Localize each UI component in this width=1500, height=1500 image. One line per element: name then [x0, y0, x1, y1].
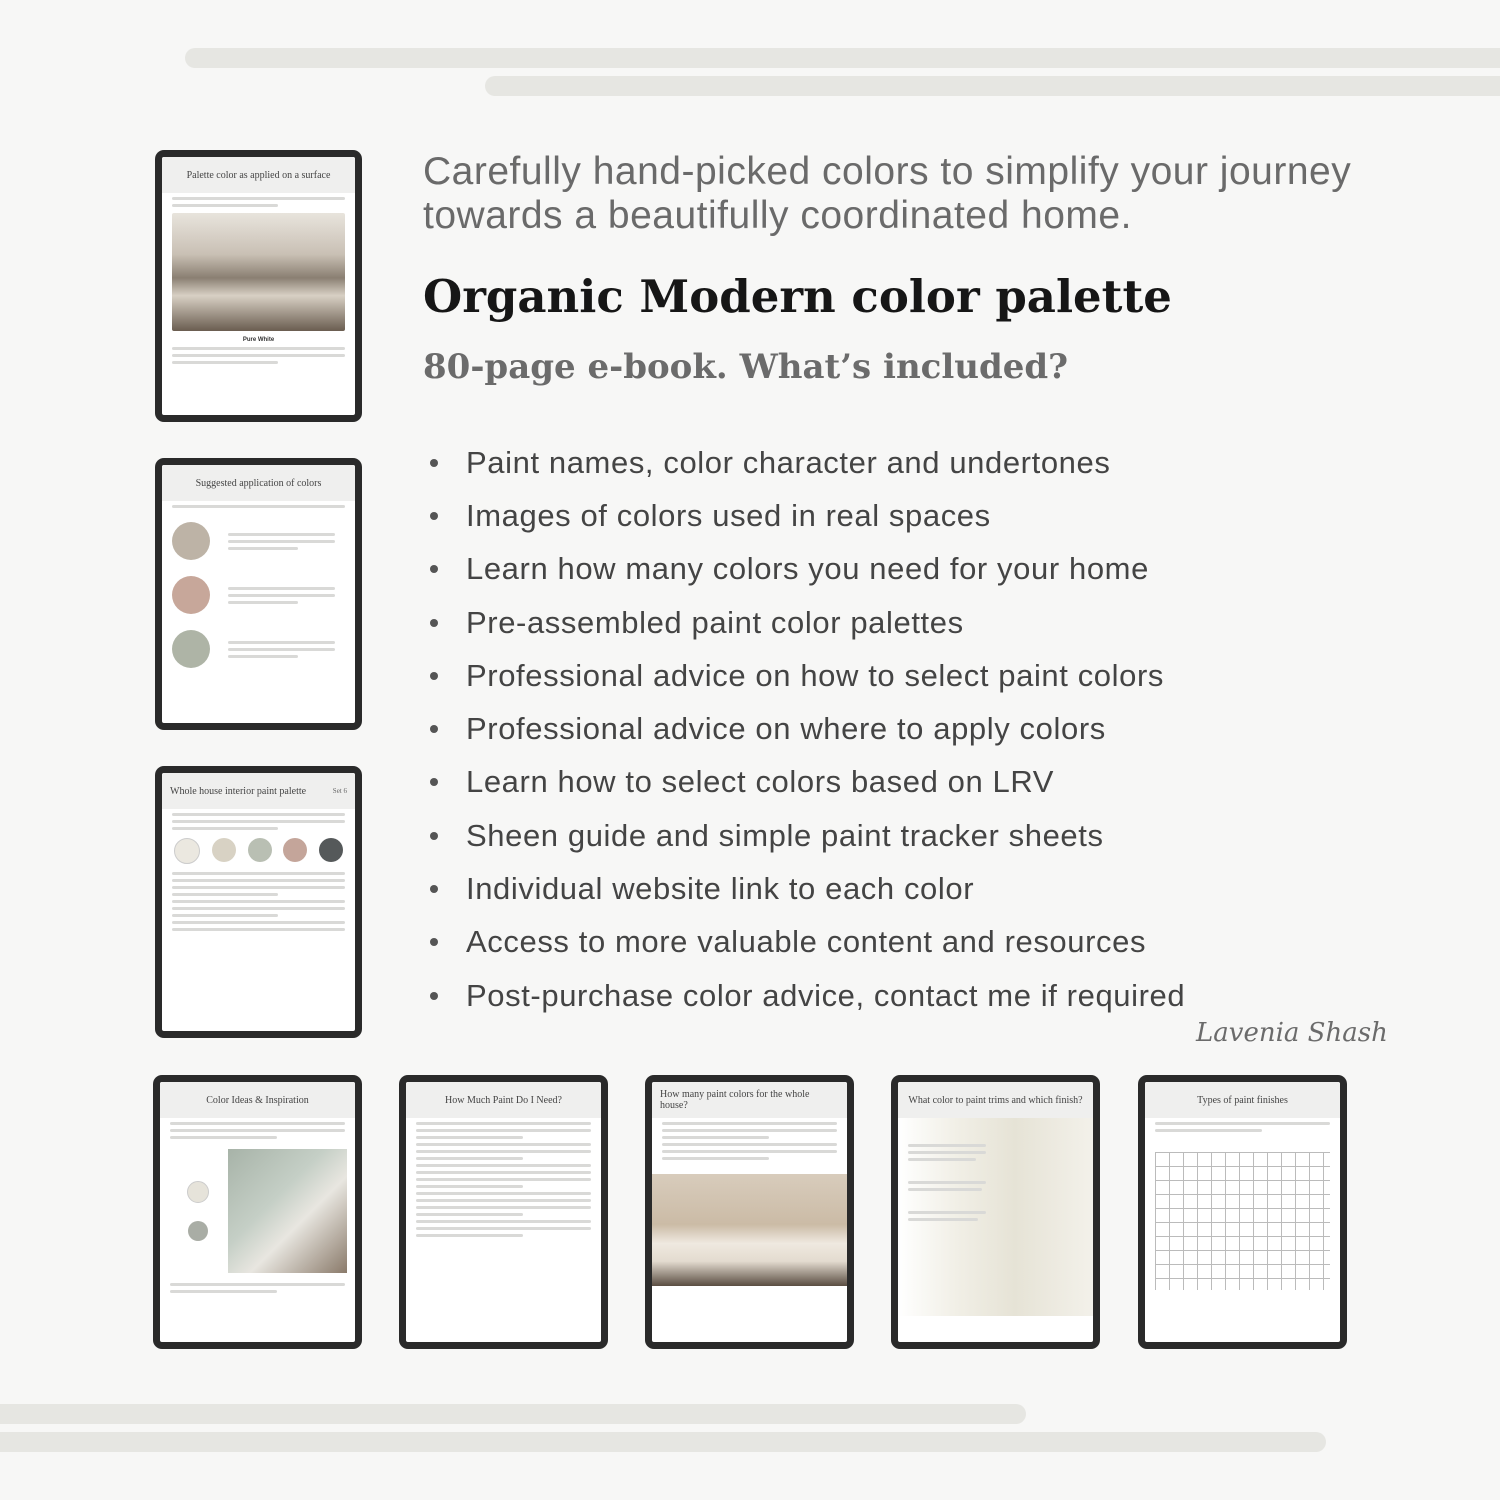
feature-item — [430, 969, 1185, 1022]
text-line — [908, 1151, 986, 1154]
tablet-how-much-page — [399, 1075, 608, 1349]
text-line — [908, 1158, 976, 1161]
tablet-how-many-page — [645, 1075, 854, 1349]
text-line — [416, 1136, 523, 1139]
text-line — [908, 1188, 982, 1191]
tablet-whole-house-page — [155, 766, 362, 1038]
text-line — [172, 893, 278, 896]
feature-text: Learn how many colors you need for your home — [466, 551, 1149, 587]
finish-table — [1155, 1152, 1330, 1290]
text-line — [416, 1220, 591, 1223]
text-line — [662, 1122, 837, 1125]
feature-item — [430, 649, 1185, 702]
bullet — [430, 832, 438, 840]
top-stripe-1 — [185, 48, 1500, 68]
text-line — [416, 1192, 591, 1195]
text-line — [416, 1164, 591, 1167]
feature-text: Post-purchase color advice, contact me if required — [466, 977, 1186, 1013]
text-line — [228, 648, 335, 651]
trim-photo — [898, 1118, 1093, 1316]
kitchen-photo — [228, 1149, 347, 1273]
text-line — [228, 655, 298, 658]
page-screen — [160, 1082, 355, 1342]
feature-text: Paint names, color character and undertones — [466, 444, 1111, 480]
page-screen — [652, 1082, 847, 1342]
text-line — [170, 1136, 277, 1139]
feature-item — [430, 756, 1185, 809]
bullet — [430, 938, 438, 946]
color-swatch — [283, 838, 307, 862]
text-line — [172, 886, 345, 889]
swatch-column — [168, 1149, 228, 1273]
text-line — [172, 197, 345, 200]
ideas-content — [168, 1149, 347, 1273]
color-swatch — [188, 1221, 208, 1241]
top-stripe-2 — [485, 76, 1500, 96]
bullet — [430, 512, 438, 520]
tablet-finishes-page — [1138, 1075, 1347, 1349]
bullet — [430, 619, 438, 627]
text-line — [416, 1213, 523, 1216]
text-line — [416, 1129, 591, 1132]
product-subtitle: 80-page e-book. What’s included? — [423, 347, 1069, 387]
feature-item — [430, 596, 1185, 649]
bullet — [430, 885, 438, 893]
page-title: How many paint colors for the whole house? — [652, 1082, 847, 1118]
color-swatch — [212, 838, 236, 862]
tablet-surface-page — [155, 150, 362, 422]
bullet — [430, 725, 438, 733]
text-line — [416, 1206, 591, 1209]
page-screen — [406, 1082, 601, 1342]
page-title: Whole house interior paint palette — [170, 785, 307, 797]
color-swatch — [174, 838, 200, 864]
signature: Lavenia Shash — [1196, 1018, 1388, 1048]
text-line — [662, 1150, 837, 1153]
text-line — [228, 594, 335, 597]
page-title: Palette color as applied on a surface — [162, 157, 355, 193]
feature-text: Individual website link to each color — [466, 871, 975, 907]
swatch-row — [172, 522, 345, 560]
living-room-photo — [652, 1174, 847, 1286]
text-line — [170, 1129, 345, 1132]
color-swatch — [172, 576, 210, 614]
feature-text: Professional advice on how to select paint colors — [466, 657, 1164, 693]
swatch-row — [172, 630, 345, 668]
tablet-ideas-page — [153, 1075, 362, 1349]
feature-item — [430, 809, 1185, 862]
feature-text: Sheen guide and simple paint tracker sheets — [466, 817, 1104, 853]
text-line — [416, 1150, 591, 1153]
feature-item — [430, 862, 1185, 915]
text-line — [416, 1227, 591, 1230]
text-line — [228, 540, 335, 543]
text-line — [228, 533, 335, 536]
page-screen — [162, 465, 355, 723]
feature-text: Pre-assembled paint color palettes — [466, 604, 964, 640]
page-title: Color Ideas & Inspiration — [160, 1082, 355, 1118]
tablet-trims-page — [891, 1075, 1100, 1349]
text-line — [172, 354, 345, 357]
bottom-stripe-2 — [0, 1432, 1326, 1452]
feature-item — [430, 489, 1185, 542]
product-title: Organic Modern color palette — [423, 270, 1172, 323]
text-line — [172, 505, 345, 508]
text-line — [908, 1211, 986, 1214]
text-line — [170, 1283, 345, 1286]
bedroom-photo — [172, 213, 345, 331]
text-line — [1155, 1129, 1262, 1132]
text-line — [228, 641, 335, 644]
text-line — [1155, 1122, 1330, 1125]
text-line — [228, 587, 335, 590]
set-label: Set 6 — [332, 787, 347, 795]
feature-text: Learn how to select colors based on LRV — [466, 764, 1055, 800]
text-line — [172, 907, 345, 910]
page-screen — [898, 1082, 1093, 1342]
page-title-row — [162, 773, 355, 809]
text-line — [172, 361, 278, 364]
text-line — [228, 601, 298, 604]
headline: Carefully hand-picked colors to simplify your journey towards a beautifully coordinated home. — [423, 150, 1352, 237]
feature-item — [430, 916, 1185, 969]
page-title: How Much Paint Do I Need? — [406, 1082, 601, 1118]
color-swatch — [172, 522, 210, 560]
page-screen — [162, 773, 355, 1031]
text-line — [172, 820, 345, 823]
text-line — [662, 1129, 837, 1132]
text-line — [416, 1122, 591, 1125]
page-screen — [162, 157, 355, 415]
feature-item — [430, 436, 1185, 489]
tablet-suggested-page — [155, 458, 362, 730]
feature-text: Access to more valuable content and resources — [466, 924, 1147, 960]
text-line — [416, 1234, 523, 1237]
text-line — [172, 928, 345, 931]
text-line — [172, 872, 345, 875]
page-title: What color to paint trims and which finish? — [898, 1082, 1093, 1118]
text-line — [416, 1178, 591, 1181]
feature-text: Professional advice on where to apply colors — [466, 711, 1106, 747]
text-line — [662, 1157, 769, 1160]
text-line — [416, 1171, 591, 1174]
bullet — [430, 992, 438, 1000]
text-line — [172, 813, 345, 816]
color-swatch — [187, 1181, 209, 1203]
swatch-strip — [174, 838, 343, 864]
page-title: Suggested application of colors — [162, 465, 355, 501]
bullet — [430, 778, 438, 786]
page-title: Types of paint finishes — [1145, 1082, 1340, 1118]
swatch-row — [172, 576, 345, 614]
text-line — [662, 1143, 837, 1146]
text-line — [908, 1144, 986, 1147]
page-screen — [1145, 1082, 1340, 1342]
text-line — [172, 204, 278, 207]
text-line — [172, 921, 345, 924]
feature-item — [430, 543, 1185, 596]
color-swatch — [319, 838, 343, 862]
text-line — [908, 1218, 978, 1221]
text-line — [416, 1143, 591, 1146]
text-line — [172, 827, 278, 830]
text-line — [172, 347, 345, 350]
feature-list — [430, 436, 1185, 1022]
feature-item — [430, 702, 1185, 755]
text-line — [416, 1185, 523, 1188]
color-swatch — [248, 838, 272, 862]
bottom-stripe-1 — [0, 1404, 1026, 1424]
text-line — [908, 1181, 986, 1184]
text-line — [416, 1157, 523, 1160]
text-line — [416, 1199, 591, 1202]
bullet — [430, 672, 438, 680]
text-line — [170, 1122, 345, 1125]
photo-caption: Pure White — [242, 337, 275, 343]
text-line — [172, 914, 278, 917]
text-line — [170, 1290, 277, 1293]
feature-text: Images of colors used in real spaces — [466, 497, 991, 533]
text-line — [172, 879, 345, 882]
text-line — [662, 1136, 769, 1139]
bullet — [430, 459, 438, 467]
text-line — [228, 547, 298, 550]
text-line — [172, 900, 345, 903]
color-swatch — [172, 630, 210, 668]
bullet — [430, 565, 438, 573]
